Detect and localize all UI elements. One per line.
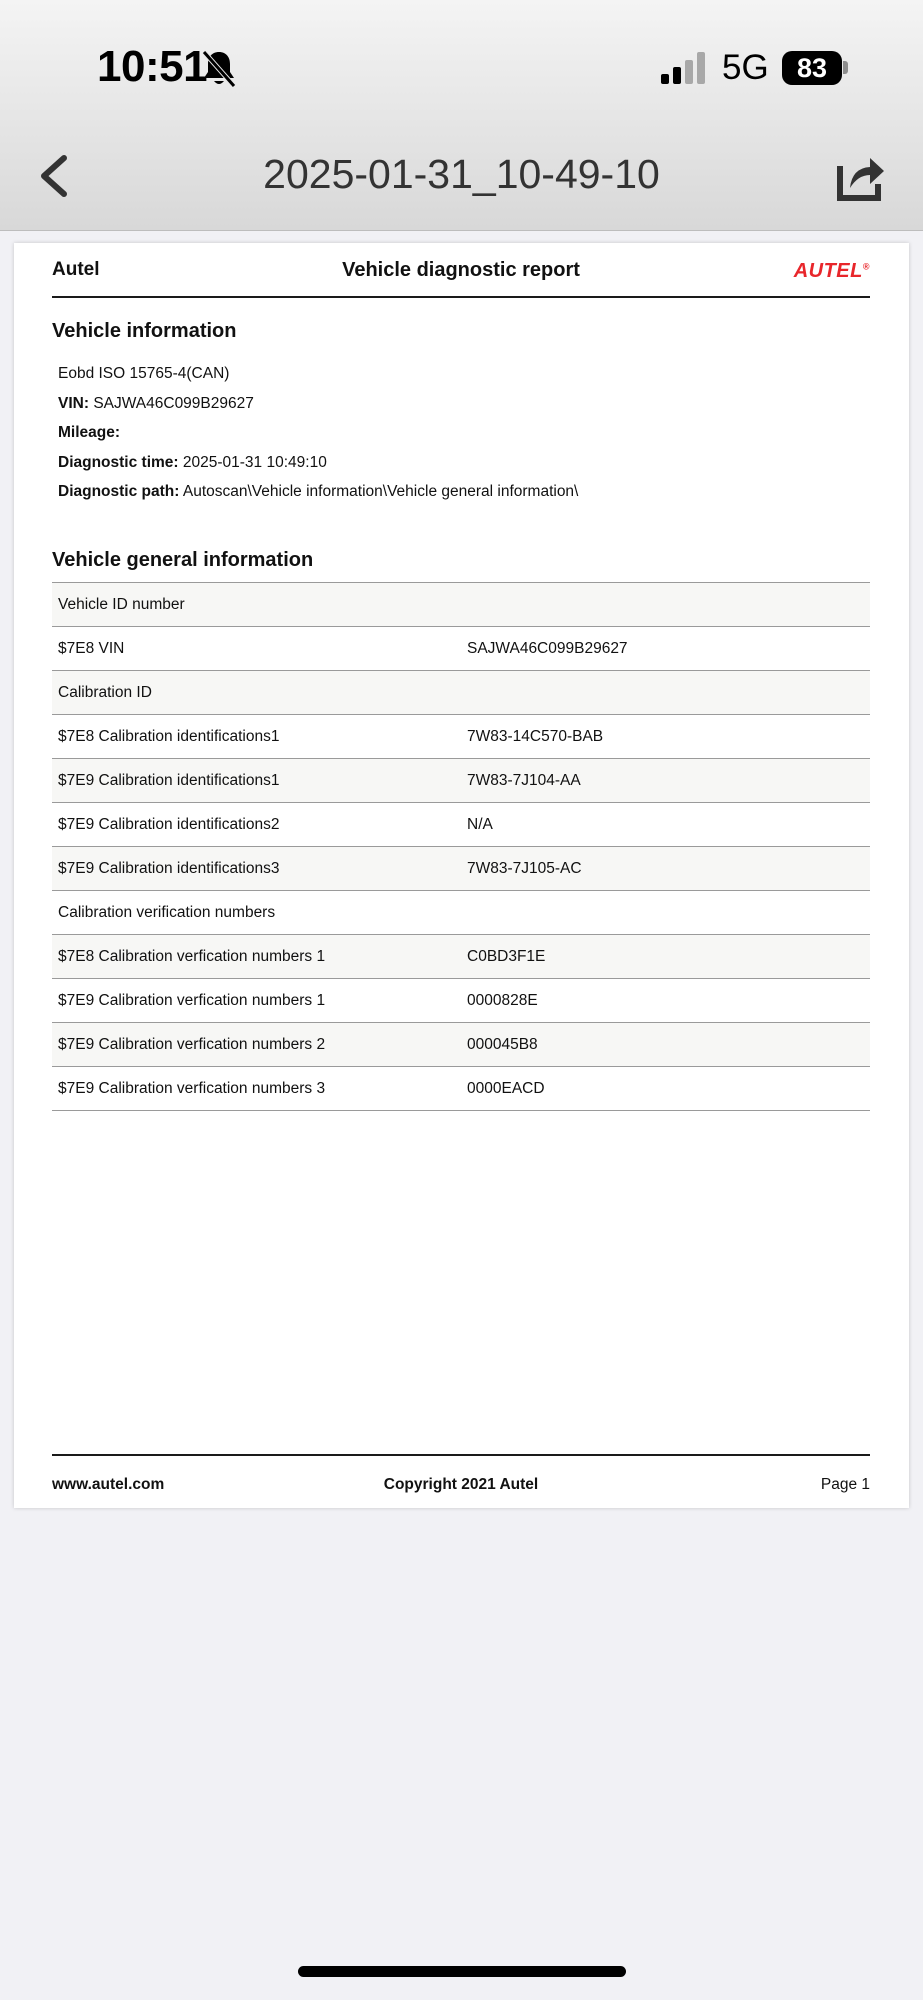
row-value: N/A bbox=[467, 816, 493, 833]
table-row bbox=[52, 891, 870, 935]
table-row bbox=[52, 715, 870, 759]
row-value: 0000EACD bbox=[467, 1080, 545, 1097]
table-row bbox=[52, 1067, 870, 1111]
general-info-heading: Vehicle general information bbox=[52, 549, 314, 571]
battery-nub bbox=[843, 61, 848, 74]
row-label: $7E9 Calibration verfication numbers 1 bbox=[58, 992, 326, 1009]
row-value: 7W83-7J105-AC bbox=[467, 860, 582, 877]
table-row bbox=[52, 671, 870, 715]
row-label: $7E9 Calibration verfication numbers 2 bbox=[58, 1036, 326, 1053]
row-label: Calibration verification numbers bbox=[58, 904, 276, 921]
row-label: $7E8 VIN bbox=[58, 640, 125, 657]
row-label: $7E9 Calibration identifications2 bbox=[58, 816, 280, 833]
footer-copyright: Copyright 2021 Autel bbox=[383, 1476, 539, 1493]
diagnostic-time-value: 2025-01-31 10:49:10 bbox=[182, 454, 327, 471]
row-value: 7W83-14C570-BAB bbox=[467, 728, 604, 745]
diagnostic-time-label: Diagnostic time: bbox=[58, 454, 179, 471]
row-label: $7E8 Calibration identifications1 bbox=[58, 728, 280, 745]
general-info-table bbox=[52, 582, 870, 1111]
table-row bbox=[52, 1023, 870, 1067]
diagnostic-path-label: Diagnostic path: bbox=[58, 483, 180, 500]
diagnostic-path-line bbox=[58, 483, 578, 501]
vin-value: SAJWA46C099B29627 bbox=[93, 395, 254, 412]
mileage-line bbox=[58, 424, 120, 442]
table-row bbox=[52, 627, 870, 671]
autel-logo bbox=[794, 260, 870, 283]
vin-line bbox=[58, 395, 254, 413]
table-row bbox=[52, 935, 870, 979]
diagnostic-time-line bbox=[58, 454, 327, 472]
mileage-label: Mileage: bbox=[58, 424, 121, 441]
report-footer bbox=[52, 1454, 870, 1494]
table-row bbox=[52, 583, 870, 627]
row-label: Vehicle ID number bbox=[58, 596, 185, 613]
page-title: 2025-01-31_10-49-10 bbox=[263, 151, 660, 197]
report-header bbox=[52, 243, 870, 298]
network-label: 5G bbox=[722, 48, 769, 87]
row-value: C0BD3F1E bbox=[467, 948, 546, 965]
signal-icon bbox=[661, 52, 709, 84]
protocol-line: Eobd ISO 15765-4(CAN) bbox=[58, 365, 230, 382]
table-row bbox=[52, 847, 870, 891]
row-value: 0000828E bbox=[467, 992, 538, 1009]
table-row bbox=[52, 979, 870, 1023]
report-page bbox=[14, 243, 909, 1508]
share-icon[interactable] bbox=[834, 150, 886, 202]
table-row bbox=[52, 759, 870, 803]
footer-page-number: Page 1 bbox=[820, 1476, 870, 1493]
bell-slash-icon bbox=[201, 48, 237, 88]
table-row bbox=[52, 803, 870, 847]
report-title: Vehicle diagnostic report bbox=[342, 259, 580, 281]
row-label: Calibration ID bbox=[58, 684, 152, 701]
diagnostic-path-value: Autoscan\Vehicle information\Vehicle general information\ bbox=[182, 483, 579, 500]
row-label: $7E9 Calibration identifications1 bbox=[58, 772, 280, 789]
vehicle-info-heading: Vehicle information bbox=[52, 320, 237, 342]
report-brand: Autel bbox=[52, 259, 100, 280]
row-label: $7E9 Calibration verfication numbers 3 bbox=[58, 1080, 326, 1097]
footer-website: www.autel.com bbox=[52, 1476, 165, 1493]
row-label: $7E9 Calibration identifications3 bbox=[58, 860, 280, 877]
home-indicator[interactable] bbox=[298, 1966, 626, 1977]
row-label: $7E8 Calibration verfication numbers 1 bbox=[58, 948, 326, 965]
battery-indicator: 83 bbox=[782, 51, 842, 85]
logo-mark: ® bbox=[862, 261, 870, 272]
row-value: SAJWA46C099B29627 bbox=[467, 640, 628, 657]
status-time: 10:51 bbox=[97, 42, 208, 91]
top-bar bbox=[0, 0, 923, 231]
row-value: 000045B8 bbox=[467, 1036, 538, 1053]
row-value: 7W83-7J104-AA bbox=[467, 772, 581, 789]
vin-label: VIN: bbox=[58, 395, 89, 412]
logo-text: AUTEL bbox=[793, 260, 863, 282]
